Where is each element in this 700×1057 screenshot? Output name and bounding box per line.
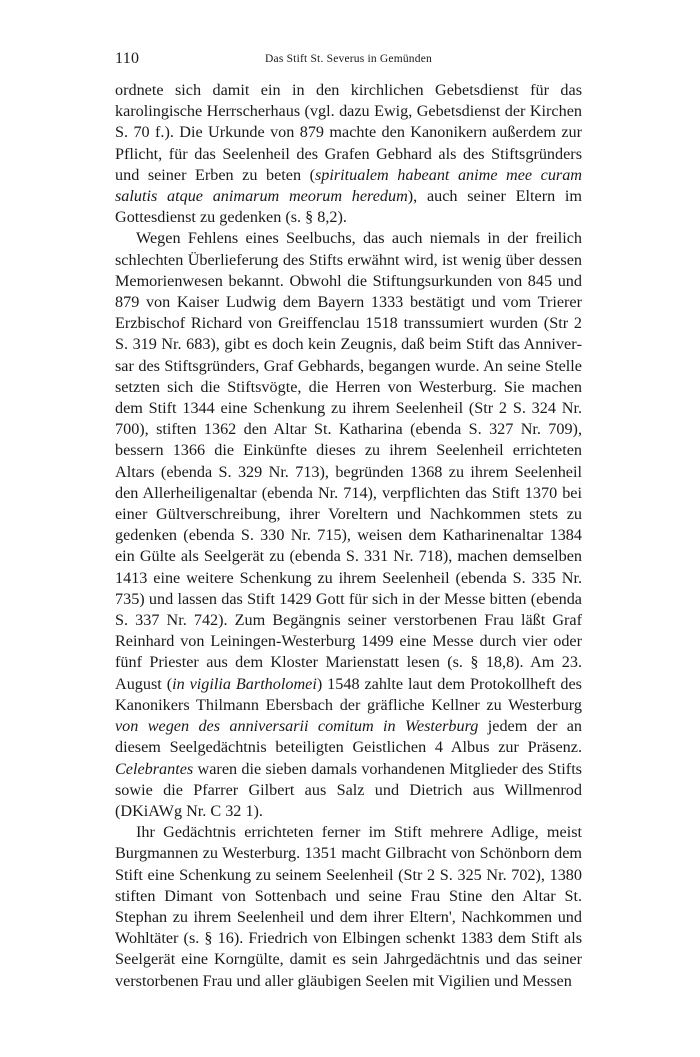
paragraph	[115, 822, 582, 992]
italic-text-segment: spiritualem habeant anime mee curam salutis atque animarum meorum heredum	[115, 165, 582, 206]
text-segment: Wegen Fehlens eines Seelbuchs, das auch niemals in der freilich schlechten Überlieferung des Stifts erwähnt wird, ist wenig über dessen Memorienwesen bekannt. Obwohl die Stiftungsurkunden von 845 und 879 von Kaiser Ludwig dem Bayern 1333 bestätigt und vom Trierer Erzbischof Richard von Greiffenclau 1518 transsumiert wurden (Str 2 S. 319 Nr. 683), gibt es doch kein Zeugnis, daß beim Stift das Anniversar des Stiftsgründers, Graf Gebhards, begangen wurde. An seine Stelle setzten sich die Stiftsvögte, die Herren von Westerburg. Sie machen dem Stift 1344 eine Schenkung zu ihrem Seelenheil (Str 2 S. 324 Nr. 700), stiften 1362 den Altar St. Katharina (ebenda S. 327 Nr. 709), bessern 1366 die Einkünfte dieses zu ihrem Seelenheil errichteten Altars (ebenda S. 329 Nr. 713), begründen 1368 zu ihrem Seelenheil den Allerheiligenaltar (ebenda Nr. 714), verpflichten das Stift 1370 bei einer Gültverschreibung, ihrer Voreltern und Nachkommen stets zu gedenken (ebenda S. 330 Nr. 715), weisen dem Katharinenaltar 1384 ein Gülte als Seelgerät zu (ebenda S. 331 Nr. 718), machen demselben 1413 eine weitere Schenkung zu ihrem Seelenheil (ebenda S. 335 Nr. 735) und lassen das Stift 1429 Gott für sich in der Messe bitten (ebenda S. 337 Nr. 742). Zum Begängnis seiner verstorbenen Frau läßt Graf Reinhard von Leiningen-Westerburg 1499 eine Messe durch vier oder fünf Priester aus dem Kloster Marienstatt lesen (s. § 18,8). Am 23. August (	[115, 229, 582, 693]
text-segment: jedem der an diesem Seelgedächtnis beteiligten Geistlichen 4 Albus zur Präsenz.	[115, 717, 582, 757]
text-segment: Ihr Gedächtnis errichteten ferner im Stift mehrere Adlige, meist Burgmannen zu Westerburg. 1351 macht Gilbracht von Schönborn dem Stift eine Schenkung zu seinem Seelenheil (Str 2 S. 325 Nr. 702), 1380 stiften Dimant von Sottenbach und seine Frau Stine den Altar St. Stephan zu ihrem Seelenheil und dem ihrer Eltern', Nachkommen und Wohltäter (s. § 16). Friedrich von Elbingen schenkt 1383 dem Stift als Seelgerät eine Korngülte, damit es sein Jahrgedächtnis und das seiner verstorbenen Frau und aller gläubigen Seelen mit Vigilien und Messen	[115, 823, 582, 990]
running-title: Das Stift St. Severus in Gemünden	[265, 53, 432, 65]
italic-text-segment: von wegen des anniversarii comitum in Westerburg	[115, 717, 479, 736]
text-segment: ), auch seiner Eltern im Gottesdienst zu gedenken (s. § 8,2).	[115, 187, 582, 227]
page-number: 110	[115, 50, 140, 67]
text-segment: ) 1548 zahlte laut dem Protokollheft des Kanonikers Thilmann Ebersbach der gräfliche Kellner zu Westerburg	[115, 674, 582, 714]
body-text	[115, 80, 582, 992]
paragraph	[115, 80, 582, 228]
page-header	[115, 50, 582, 74]
paragraph	[115, 228, 582, 822]
italic-text-segment: in vigilia Bartholomei	[172, 674, 317, 693]
text-segment: waren die sieben damals vorhandenen Mitglieder des Stifts sowie die Pfarrer Gilbert aus Salz und Dietrich aus Willmenrod (DKiAWg Nr. C 32 1).	[115, 759, 582, 820]
text-segment: ordnete sich damit ein in den kirchlichen Gebetsdienst für das karolingische Herrscherhaus (vgl. dazu Ewig, Gebetsdienst der Kirchen S. 70 f.). Die Urkunde von 879 machte den Kanonikern außerdem zur Pflicht, für das Seelenheil des Grafen Gebhard als des Stiftsgründers und seiner Erben zu beten (	[115, 81, 582, 184]
italic-text-segment: Celebrantes	[115, 759, 194, 778]
